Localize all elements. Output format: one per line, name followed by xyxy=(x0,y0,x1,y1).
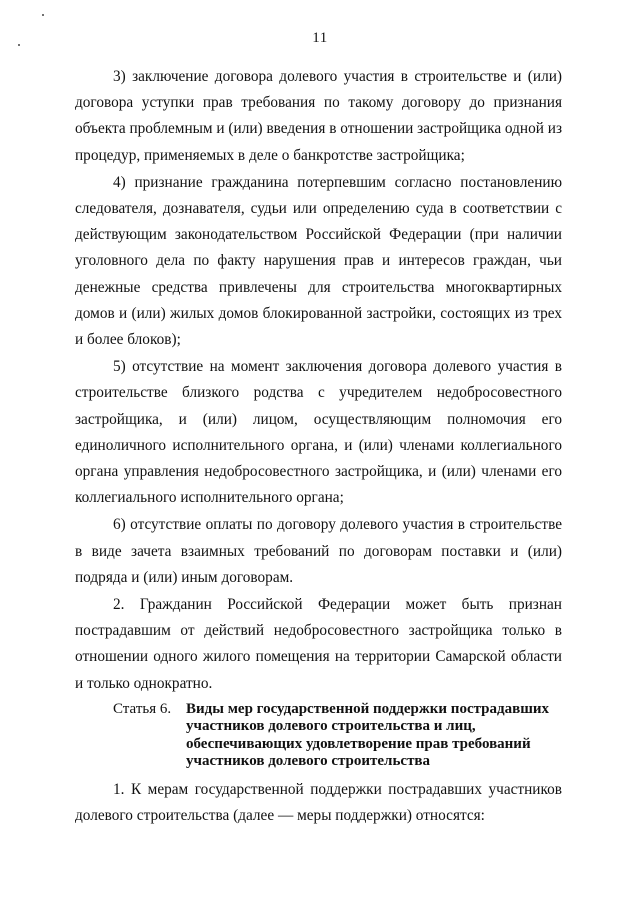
paragraph-item-3: 3) заключение договора долевого участия в строительстве и (или) договора уступки прав требования по такому договору до признания объекта проблемным и (или) введения в отношении застройщика одной из процедур, применяемых в деле о банкротстве застройщика; xyxy=(75,68,562,164)
paragraph-item-5: 5) отсутствие на момент заключения договора долевого участия в строительстве близкого родства с учредителем недобросовестного застройщика, и (или) лицом, осуществляющим полномочия его единоличного исполнительного органа, и (или) членами коллегиального органа управления недобросовестного застройщика, и (или) членами его коллегиального исполнительного органа; xyxy=(75,358,562,507)
paragraph-item-6: 6) отсутствие оплаты по договору долевого участия в строительстве в виде зачета взаимных требований по договорам поставки и (или) подряда и (или) иным договорам. xyxy=(75,516,562,586)
page-number: 11 xyxy=(312,30,328,46)
article-heading xyxy=(75,701,562,771)
document-body xyxy=(75,64,562,829)
paragraph-item-4: 4) признание гражданина потерпевшим согласно постановлению следователя, дознавателя, судьи или определению суда в соответствии с действующим законодательством Российской Федерации (при наличии уголовного дела по факту нарушения прав и интересов граждан, чьи денежные средства привлечены для строительства многоквартирных домов и (или) жилых домов блокированной застройки, состоящих из трех и более блоков); xyxy=(75,173,562,349)
article-title: Виды мер государственной поддержки пострадавших участников долевого строительства и лиц, обеспечивающих удовлетворение прав требований участников долевого строительства xyxy=(186,700,549,770)
paragraph-article-part-1: 1. К мерам государственной поддержки пострадавших участников долевого строительства (далее — меры поддержки) относятся: xyxy=(75,780,562,825)
article-label: Статья 6. xyxy=(113,700,172,717)
paragraph-part-2: 2. Гражданин Российской Федерации может быть признан пострадавшим от действий недобросовестного застройщика только в отношении одного жилого помещения на территории Самарской области и только однократно. xyxy=(75,596,562,692)
scan-speck xyxy=(42,14,44,16)
